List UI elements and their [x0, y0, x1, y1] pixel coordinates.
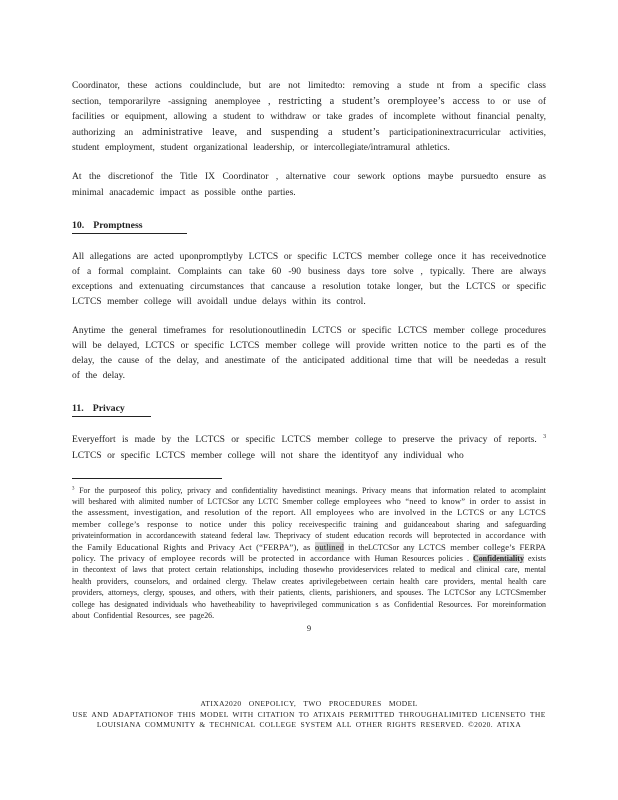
- text-run: LCTCS member college’s FERPA policy. The privacy of employee records will be protected in accordance with: [72, 541, 546, 564]
- text-run: 3: [543, 434, 546, 441]
- page-number: 9: [306, 623, 312, 634]
- section-number-10: 10.: [72, 219, 85, 231]
- footer-rights-text: LOUISIANA COMMUNITY & TECHNICAL COLLEGE SYSTEM ALL OTHER RIGHTS RESERVED. ©2020. ATIXA: [96, 720, 522, 730]
- text-run: under this policy receivespecific training and guidanceabout sharing and safeguarding privateinformation in accordancewith stateand federal law. Theprivacy of student education records will beprotected in: [72, 519, 546, 541]
- text-run: Coordinator, these actions couldinclude, but are not limitedto: removing a stude nt from a specific class section, temporarilyre -assigning anemployee: [72, 81, 546, 108]
- text-run: Human Resources policies .: [374, 554, 474, 564]
- text-run: accordance with the Family Educational Rights and Privacy Act (“FERPA”), as: [72, 530, 546, 552]
- text-run: exists in thecontext of laws that protect certain relationships, including thosewho provideservices related to medical and clinical care, mental health providers, counselors, and ordained clergy. Thelaw creates aprivilegebetween certain health care providers, mental health care providers, attorneys, clergy, spouses, and others, with their patients, clients, parishioners, and spouses. The LCTCSor any LCTCSmember college has designated individuals who havetheability to haveprivileged communication s as Confidential Resources. For moreinformation about Confidential Resources, see page26.: [72, 554, 546, 621]
- paragraph-allegations-timeline: All allegations are acted uponpromptlyby LCTCS or specific LCTCS member college once it has receivednotice of a formal complaint. Complaints can take 60 -90 business days tore solve , typically. There are always exceptions and extenuating circumstances that cancause a resolution totake longer, but the LCTCS or specific LCTCS member college will avoidall undue delays within its control.: [72, 251, 546, 307]
- footer-license-text: USE AND ADAPTATIONOF THIS MODEL WITH CITATION TO ATIXAIS PERMITTED THROUGHALIMITED LICENSETO THE: [72, 709, 546, 719]
- text-run: LCTCS or specific LCTCS member college will not share the identityof any individual who: [72, 450, 464, 461]
- text-run: , restricting a student’s oremployee’s access: [267, 96, 488, 108]
- text-run: to or use of facilities or equipment, allowing a student to withdraw or take grades of incomplete without financial penalty, authorizing an: [72, 97, 547, 139]
- text-run: participationinextracurricular activities, student employment, student organizational leadership, or intercollegiate/intramural athletics.: [72, 128, 546, 154]
- paragraph-coordinator-discretion: At the discretionof the Title IX Coordinator , alternative cour sework options maybe pursuedto ensure as minimal anacademic impact as possible onthe parties.: [72, 172, 546, 198]
- page-content: [72, 79, 546, 633]
- text-run: administrative leave, and suspending a student’s: [142, 127, 390, 139]
- paragraph-interim-actions: [72, 79, 546, 156]
- footer-model-title: ATIXA2020 ONEPOLICY, TWO PROCEDURES MODEL: [200, 699, 418, 708]
- section-number-11: 11.: [72, 403, 84, 415]
- text-run: Everyeffort is made by the LCTCS or specific LCTCS member college to preserve the privacy of reports.: [72, 435, 544, 446]
- text-run: Confidentiality: [473, 554, 524, 564]
- section-title-privacy: Privacy: [92, 403, 125, 415]
- section-heading-promptness: [72, 220, 187, 234]
- paragraph-privacy-effort: [72, 433, 546, 463]
- footnote-separator: [72, 478, 222, 479]
- section-title-promptness: Promptness: [93, 219, 143, 231]
- footnote-area: [72, 478, 546, 622]
- text-run: For the purposeof this policy, privacy and confidentiality havedistinct meanings. Privacy means that information related to acomplaint will beshared with alimited number of LCTCSor any LCTC Smember college: [72, 485, 546, 506]
- page-footer: [0, 699, 618, 731]
- footnote-3-text: [72, 485, 546, 622]
- text-run: outlined: [314, 541, 345, 552]
- text-run: in theLCTCSor any: [344, 542, 419, 552]
- section-heading-privacy: [72, 403, 151, 417]
- text-run: employees who “need to know” in order to assist in the assessment, investigation, and resolution of the report. All employees who are involved in the LCTCS or any LCTCS member college’s response to notice: [72, 496, 546, 529]
- text-run: 3: [72, 485, 75, 491]
- paragraph-delay-notice: Anytime the general timeframes for resolutionoutlinedin LCTCS or specific LCTCS member college procedures will be delayed, LCTCS or specific LCTCS member college will provide written notice to the parti es of the delay, the cause of the delay, and anestimate of the anticipated additional time that will be neededas a result of the delay.: [72, 326, 546, 382]
